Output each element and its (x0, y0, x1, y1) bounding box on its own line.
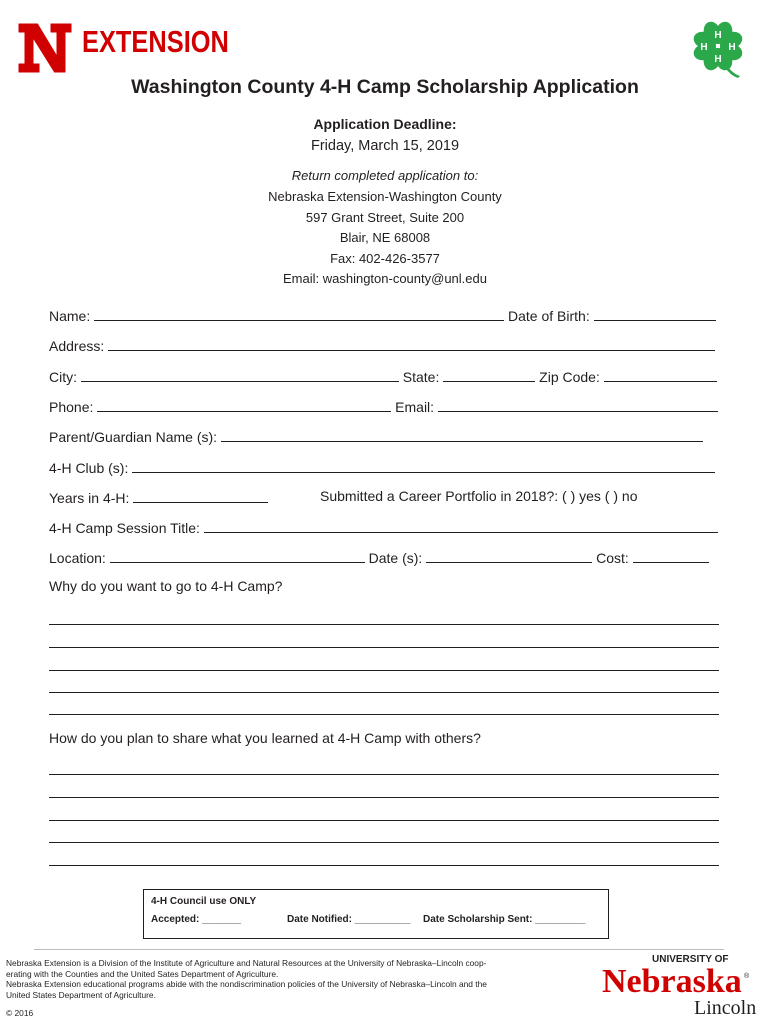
email-field[interactable] (438, 397, 718, 412)
clover-h-bottom: H (714, 54, 722, 65)
deadline-label: Application Deadline: (313, 116, 457, 132)
four-h-clover-icon (682, 10, 754, 82)
footer-line: United States Department of Agriculture. (6, 989, 156, 1000)
share-answer-line[interactable] (49, 797, 719, 798)
parent-label: Parent/Guardian Name (s): (49, 429, 218, 445)
unl-lincoln: Lincoln (694, 997, 757, 1018)
city-field[interactable] (81, 367, 399, 382)
dates-label: Date (s): (368, 550, 423, 566)
club-row (49, 458, 715, 476)
phone-label: Phone: (49, 399, 94, 415)
parent-row (49, 427, 703, 445)
why-answer-line[interactable] (49, 624, 719, 625)
location-row (49, 548, 709, 566)
unl-university-of: UNIVERSITY OF (652, 954, 729, 965)
dob-field[interactable] (594, 306, 716, 321)
years-row (49, 488, 268, 506)
address-field[interactable] (108, 336, 715, 351)
address-label: Address: (49, 338, 105, 354)
return-to-label: Return completed application to: (291, 168, 479, 183)
page-title: Washington County 4-H Camp Scholarship Application (131, 76, 639, 98)
footer-line: Nebraska Extension is a Division of the Institute of Agriculture and Natural Resources at the University of Nebraska–Lincoln coop- (6, 958, 487, 968)
city-row (49, 367, 717, 385)
nebraska-n-logo (14, 17, 76, 79)
university-of-nebraska-lincoln-logo (598, 948, 758, 1018)
copyright: © 2016 (6, 1008, 34, 1018)
name-label: Name: (49, 308, 91, 324)
portfolio-question[interactable]: Submitted a Career Portfolio in 2018?: ( ) yes ( ) no (320, 488, 638, 504)
session-label: 4-H Camp Session Title: (49, 520, 200, 536)
city-label: City: (49, 369, 77, 385)
years-field[interactable] (133, 488, 268, 503)
phone-field[interactable] (97, 397, 391, 412)
state-label: State: (402, 369, 440, 385)
zip-label: Zip Code: (539, 369, 600, 385)
parent-field[interactable] (221, 427, 703, 442)
share-answer-line[interactable] (49, 774, 719, 775)
why-answer-line[interactable] (49, 670, 719, 671)
email-label: Email: (395, 399, 435, 415)
address-line-city: Blair, NE 68008 (339, 230, 431, 245)
dob-label: Date of Birth: (508, 308, 590, 324)
unl-registered: ® (744, 973, 750, 980)
zip-field[interactable] (604, 367, 717, 382)
why-answer-line[interactable] (49, 692, 719, 693)
name-row (49, 306, 716, 324)
unl-nebraska: Nebraska (602, 963, 742, 1000)
phone-row (49, 397, 718, 415)
clover-h-top: H (714, 30, 722, 41)
footer-line: Nebraska Extension educational programs abide with the nondiscrimination policies of the University of Nebraska–Lincoln and the (6, 979, 487, 990)
date-sent-field[interactable]: Date Scholarship Sent: _________ (423, 914, 586, 925)
deadline-date: Friday, March 15, 2019 (310, 138, 460, 154)
footer-text (6, 958, 526, 1000)
address-line-fax: Fax: 402-426-3577 (330, 251, 440, 266)
share-answer-line[interactable] (49, 865, 719, 866)
extension-wordmark: EXTENSION (82, 24, 229, 59)
why-answer-line[interactable] (49, 714, 719, 715)
address-row (49, 336, 715, 354)
years-label: Years in 4-H: (49, 490, 130, 506)
address-line-email: Email: washington-county@unl.edu (283, 271, 487, 286)
club-label: 4-H Club (s): (49, 460, 129, 476)
accepted-field[interactable]: Accepted: _______ (151, 914, 242, 925)
share-answer-line[interactable] (49, 842, 719, 843)
council-use-box (143, 889, 609, 939)
address-line-office: Nebraska Extension-Washington County (268, 189, 502, 204)
why-answer-line[interactable] (49, 647, 719, 648)
date-notified-field[interactable]: Date Notified: __________ (287, 914, 411, 925)
cost-label: Cost: (596, 550, 629, 566)
clover-h-left: H (700, 42, 708, 53)
dates-field[interactable] (426, 548, 592, 563)
address-line-street: 597 Grant Street, Suite 200 (305, 210, 465, 225)
clover-h-right: H (728, 42, 736, 53)
footer-line: erating with the Counties and the United Sates Department of Agriculture. (6, 968, 279, 979)
state-field[interactable] (443, 367, 535, 382)
share-question: How do you plan to share what you learned at 4-H Camp with others? (49, 730, 481, 746)
council-title: 4-H Council use ONLY (151, 896, 257, 907)
location-label: Location: (49, 550, 106, 566)
name-field[interactable] (94, 306, 504, 321)
club-field[interactable] (132, 458, 715, 473)
share-answer-line[interactable] (49, 820, 719, 821)
location-field[interactable] (110, 548, 365, 563)
why-question: Why do you want to go to 4-H Camp? (49, 578, 283, 594)
session-field[interactable] (204, 518, 718, 533)
session-row (49, 518, 718, 536)
cost-field[interactable] (633, 548, 709, 563)
